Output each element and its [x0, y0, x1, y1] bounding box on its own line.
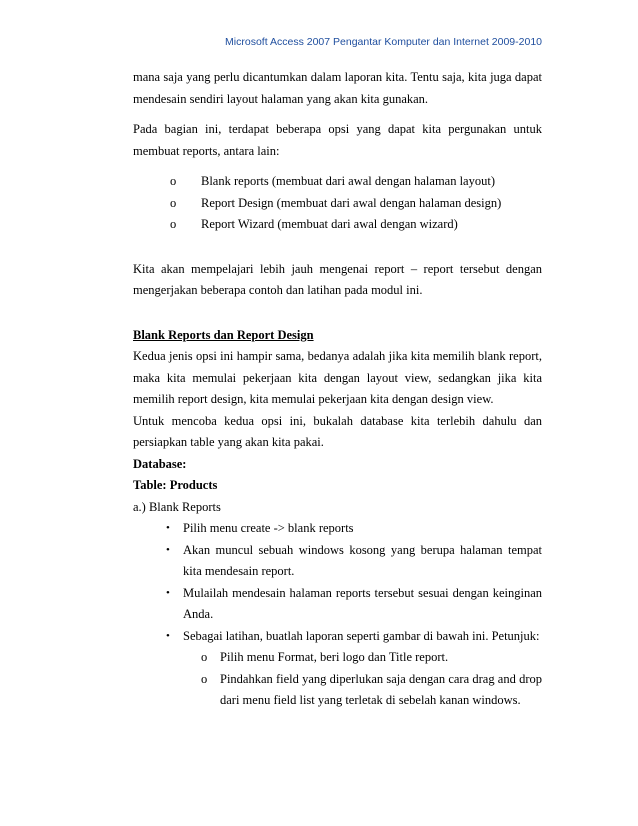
- list-item: o Report Design (membuat dari awal dengan halaman design): [133, 193, 542, 215]
- circle-bullet-icon: o: [170, 195, 177, 210]
- list-item: • Akan muncul sebuah windows kosong yang berupa halaman tempat kita mendesain report.: [133, 540, 542, 583]
- list-item: o Blank reports (membuat dari awal dengan halaman layout): [133, 171, 542, 193]
- circle-bullet-icon: o: [201, 671, 208, 686]
- table-label: Table: Products: [133, 478, 218, 492]
- subsection-title: a.) Blank Reports: [133, 499, 221, 514]
- database-label: Database:: [133, 456, 187, 471]
- paragraph-intro: mana saja yang perlu dicantumkan dalam laporan kita. Tentu saja, kita juga dapat mendesain sendiri layout halaman yang akan kita gunakan.: [133, 70, 542, 106]
- paragraph-blank-vs-design: Kedua jenis opsi ini hampir sama, bedanya adalah jika kita memilih blank report, maka kita memulai pekerjaan kita dengan layout view, sedangkan jika kita memilih report design, kita memulai pekerjaan kita dengan design view.: [133, 349, 542, 406]
- paragraph-options-intro: Pada bagian ini, terdapat beberapa opsi yang dapat kita pergunakan untuk membuat reports, antara lain:: [133, 122, 542, 158]
- list-item: • Pilih menu create -> blank reports: [133, 518, 542, 540]
- list-item: o Pilih menu Format, beri logo dan Title report.: [133, 647, 542, 669]
- list-item: • Mulailah mendesain halaman reports tersebut sesuai dengan keinginan Anda.: [133, 583, 542, 626]
- running-header: Microsoft Access 2007 Pengantar Komputer dan Internet 2009-2010: [225, 36, 542, 48]
- steps-list: [133, 518, 542, 647]
- bullet-icon: •: [166, 586, 170, 599]
- paragraph-prepare-table: Untuk mencoba kedua opsi ini, bukalah database kita terlebih dahulu dan persiapkan table yang akan kita pakai.: [133, 413, 542, 449]
- document-body: [133, 67, 542, 712]
- bullet-icon: •: [166, 543, 170, 556]
- circle-bullet-icon: o: [170, 217, 177, 231]
- circle-bullet-icon: o: [201, 650, 208, 664]
- circle-bullet-icon: o: [170, 174, 177, 188]
- list-item: o Report Wizard (membuat dari awal dengan wizard): [133, 214, 542, 236]
- hints-list: [133, 647, 542, 712]
- bullet-icon: •: [166, 522, 170, 534]
- section-heading: Blank Reports dan Report Design: [133, 327, 314, 342]
- paragraph-report-intro: Kita akan mempelajari lebih jauh mengenai report – report tersebut dengan mengerjakan beberapa contoh dan latihan pada modul ini.: [133, 261, 542, 297]
- list-item: o Pindahkan field yang diperlukan saja dengan cara drag and drop dari menu field list yang terletak di sebelah kanan windows.: [133, 669, 542, 712]
- list-item: • Sebagai latihan, buatlah laporan seperti gambar di bawah ini. Petunjuk:: [133, 626, 542, 648]
- bullet-icon: •: [166, 629, 170, 642]
- report-options-list: [133, 171, 542, 236]
